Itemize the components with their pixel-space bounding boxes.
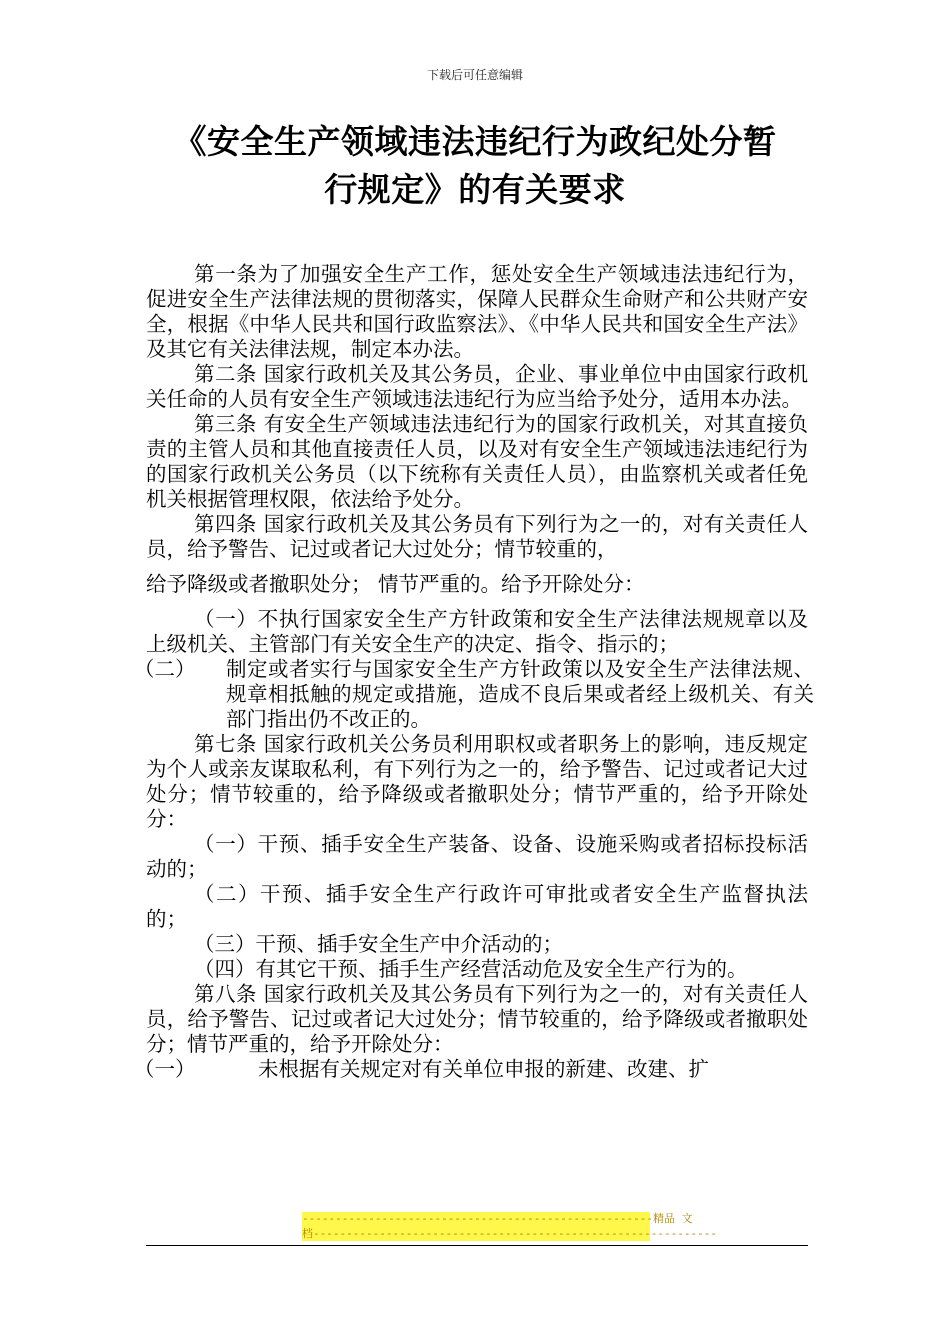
footer-line-2: 档-------------------------------------------------------------: [302, 1227, 717, 1240]
article-7: 第七条 国家行政机关公务员利用职权或者职务上的影响，违反规定为个人或亲友谋取私利，有下列行为之一的，给予警告、记过或者记大过处分；情节较重的，给予降级或者撤职处分；情节严重的，给予开除处分：: [146, 732, 808, 831]
article-8-item-1: [120, 1057, 808, 1082]
article-4-part-a: 第四条 国家行政机关及其公务员有下列行为之一的，对有关责任人员，给予警告、记过或者记大过处分；情节较重的，: [146, 512, 808, 561]
item-number: （二）: [134, 657, 196, 681]
article-1: 第一条为了加强安全生产工作，惩处安全生产领域违法违纪行为，促进安全生产法律法规的贯彻落实，保障人民群众生命财产和公共财产安全，根据《中华人民共和国行政监察法》、《中华人民共和国安全生产法》及其它有关法律法规，制定本办法。: [146, 262, 808, 361]
article-7-item-4: （四）有其它干预、插手生产经营活动危及安全生产行为的。: [194, 957, 748, 981]
article-7-item-2: （二）干预、插手安全生产行政许可审批或者安全生产监督执法的；: [146, 882, 808, 931]
article-4-item-1: （一）不执行国家安全生产方针政策和安全生产法律法规规章以及上级机关、主管部门有关安全生产的决定、指令、指示的；: [146, 607, 808, 656]
title-line-1: 《安全生产领域违法违纪行为政纪处分暂: [173, 122, 777, 161]
article-4-part-b: 给予降级或者撤职处分； 情节严重的。给予开除处分：: [146, 572, 645, 596]
article-3: 第三条 有安全生产领域违法违纪行为的国家行政机关，对其直接负责的主管人员和其他直接责任人员，以及对有安全生产领域违法违纪行为的国家行政机关公务员（以下统称有关责任人员），由监察机关或者任免机关根据管理权限，依法给予处分。: [146, 412, 808, 511]
article-4-item-2: [120, 657, 814, 732]
document-body: [134, 262, 814, 1082]
article-7-item-3: （三）干预、插手安全生产中介活动的；: [194, 932, 563, 956]
page-title: [120, 118, 830, 214]
item-text: 未根据有关规定对有关单位申报的新建、改建、扩: [258, 1057, 709, 1081]
article-8: 第八条 国家行政机关及其公务员有下列行为之一的，对有关责任人员，给予警告、记过或者记大过处分；情节较重的，给予降级或者撤职处分；情节严重的，给予开除处分：: [146, 982, 808, 1056]
item-text: 制定或者实行与国家安全生产方针政策以及安全生产法律法规、规章相抵触的规定或措施，造成不良后果或者经上级机关、有关部门指出仍不改正的。: [226, 657, 814, 731]
footer-divider: [146, 1245, 808, 1246]
article-7-item-1: （一）干预、插手安全生产装备、设备、设施采购或者招标投标活动的；: [146, 832, 808, 881]
article-2: 第二条 国家行政机关及其公务员，企业、事业单位中由国家行政机关任命的人员有安全生产领域违法违纪行为应当给予处分，适用本办法。: [146, 362, 808, 411]
footer-line-1: -----------------------------------------------------精品 文: [302, 1212, 693, 1225]
item-number: （一）: [134, 1057, 196, 1081]
header-note: 下载后可任意编辑: [426, 68, 523, 82]
title-line-2: 行规定》的有关要求: [324, 170, 626, 209]
